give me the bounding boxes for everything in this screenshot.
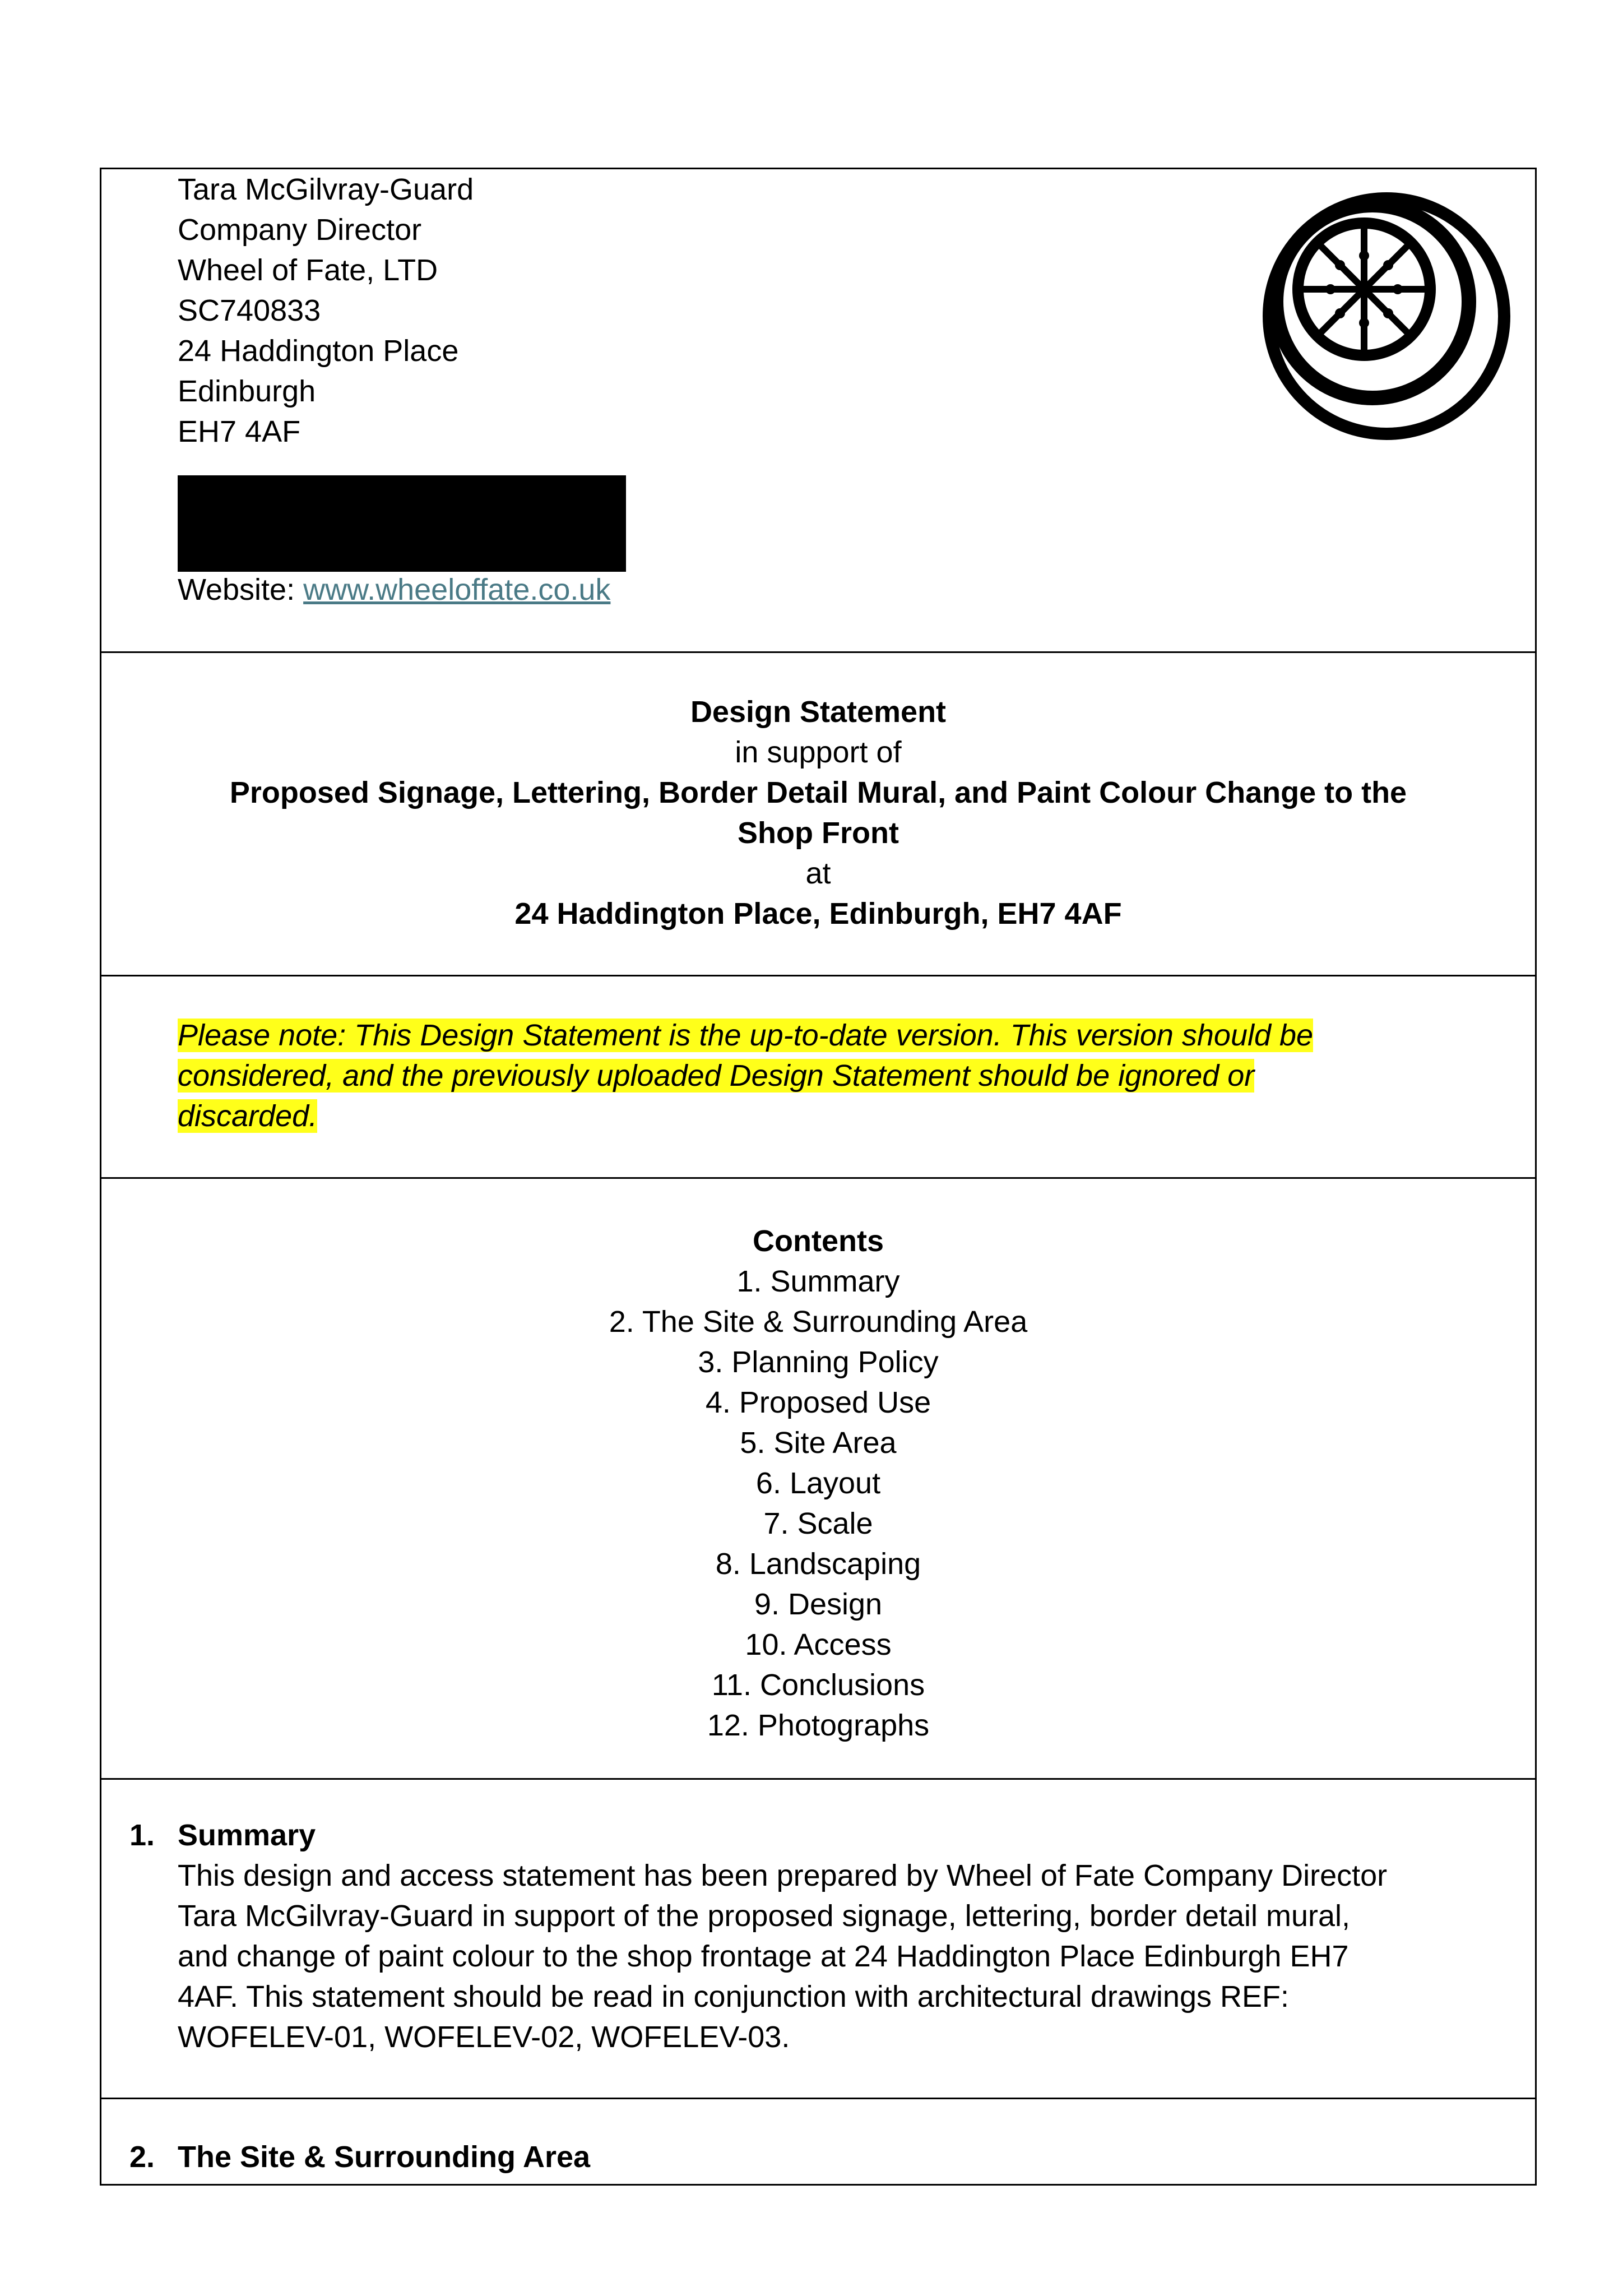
- contents-item: 10. Access: [745, 1628, 892, 1661]
- redacted-block: [178, 475, 626, 572]
- update-notice: [178, 1015, 1388, 1136]
- divider: [101, 651, 1535, 653]
- contents-heading: Contents: [753, 1224, 884, 1258]
- summary-line: 4AF. This statement should be read in conjunction with architectural drawings REF:: [178, 1980, 1289, 2013]
- summary-body: [178, 1855, 1467, 2057]
- section-title: The Site & Surrounding Area: [178, 2140, 591, 2174]
- sender-name: Tara McGilvray-Guard: [178, 173, 474, 206]
- table-of-contents: [101, 1221, 1535, 1746]
- notice-line: considered, and the previously uploaded Design Statement should be ignored or: [178, 1059, 1255, 1093]
- contents-item: 2. The Site & Surrounding Area: [609, 1305, 1028, 1339]
- summary-line: and change of paint colour to the shop frontage at 24 Haddington Place Edinburgh EH7: [178, 1939, 1349, 1973]
- contents-item: 11. Conclusions: [711, 1668, 925, 1702]
- section-number: 2.: [129, 2140, 155, 2174]
- sender-company-number: SC740833: [178, 294, 321, 327]
- divider: [101, 2098, 1535, 2099]
- title-address: 24 Haddington Place, Edinburgh, EH7 4AF: [514, 897, 1122, 931]
- contents-item: 6. Layout: [755, 1466, 881, 1500]
- document-frame: [100, 168, 1537, 2186]
- contents-item: 12. Photographs: [707, 1709, 930, 1742]
- sender-role: Company Director: [178, 213, 422, 247]
- title-proposal: Proposed Signage, Lettering, Border Detail Mural, and Paint Colour Change to the: [229, 776, 1407, 809]
- summary-heading: [129, 1815, 316, 1855]
- contents-item: 5. Site Area: [740, 1426, 897, 1460]
- summary-line: WOFELEV-01, WOFELEV-02, WOFELEV-03.: [178, 2020, 790, 2054]
- contents-item: 7. Scale: [763, 1507, 873, 1540]
- website-line: [178, 570, 610, 610]
- contents-item: 8. Landscaping: [715, 1547, 921, 1581]
- sender-street: 24 Haddington Place: [178, 334, 459, 368]
- title-heading: Design Statement: [690, 695, 947, 729]
- contents-item: 1. Summary: [736, 1265, 900, 1298]
- notice-line: discarded.: [178, 1099, 318, 1133]
- section-number: 1.: [129, 1818, 155, 1852]
- wheel-of-fate-logo-icon: [1255, 183, 1513, 441]
- site-heading: [129, 2137, 590, 2177]
- summary-line: Tara McGilvray-Guard in support of the proposed signage, lettering, border detail mural,: [178, 1899, 1351, 1933]
- divider: [101, 975, 1535, 976]
- contents-item: 3. Planning Policy: [698, 1345, 939, 1379]
- sender-postcode: EH7 4AF: [178, 415, 301, 448]
- title-at: at: [805, 857, 831, 890]
- divider: [101, 1177, 1535, 1179]
- contents-item: 9. Design: [754, 1587, 883, 1621]
- website-label: Website:: [178, 573, 295, 607]
- contents-item: 4. Proposed Use: [705, 1386, 931, 1419]
- website-link[interactable]: www.wheeloffate.co.uk: [303, 573, 611, 607]
- title-proposal-cont: Shop Front: [738, 816, 899, 850]
- title-subline: in support of: [735, 735, 902, 769]
- section-title: Summary: [178, 1818, 316, 1852]
- notice-line: Please note: This Design Statement is the up-to-date version. This version should be: [178, 1019, 1314, 1052]
- divider: [101, 1778, 1535, 1780]
- design-statement-title: [101, 692, 1535, 934]
- summary-line: This design and access statement has been prepared by Wheel of Fate Company Director: [178, 1859, 1388, 1892]
- sender-company: Wheel of Fate, LTD: [178, 253, 438, 287]
- sender-address: [178, 169, 474, 452]
- sender-city: Edinburgh: [178, 374, 316, 408]
